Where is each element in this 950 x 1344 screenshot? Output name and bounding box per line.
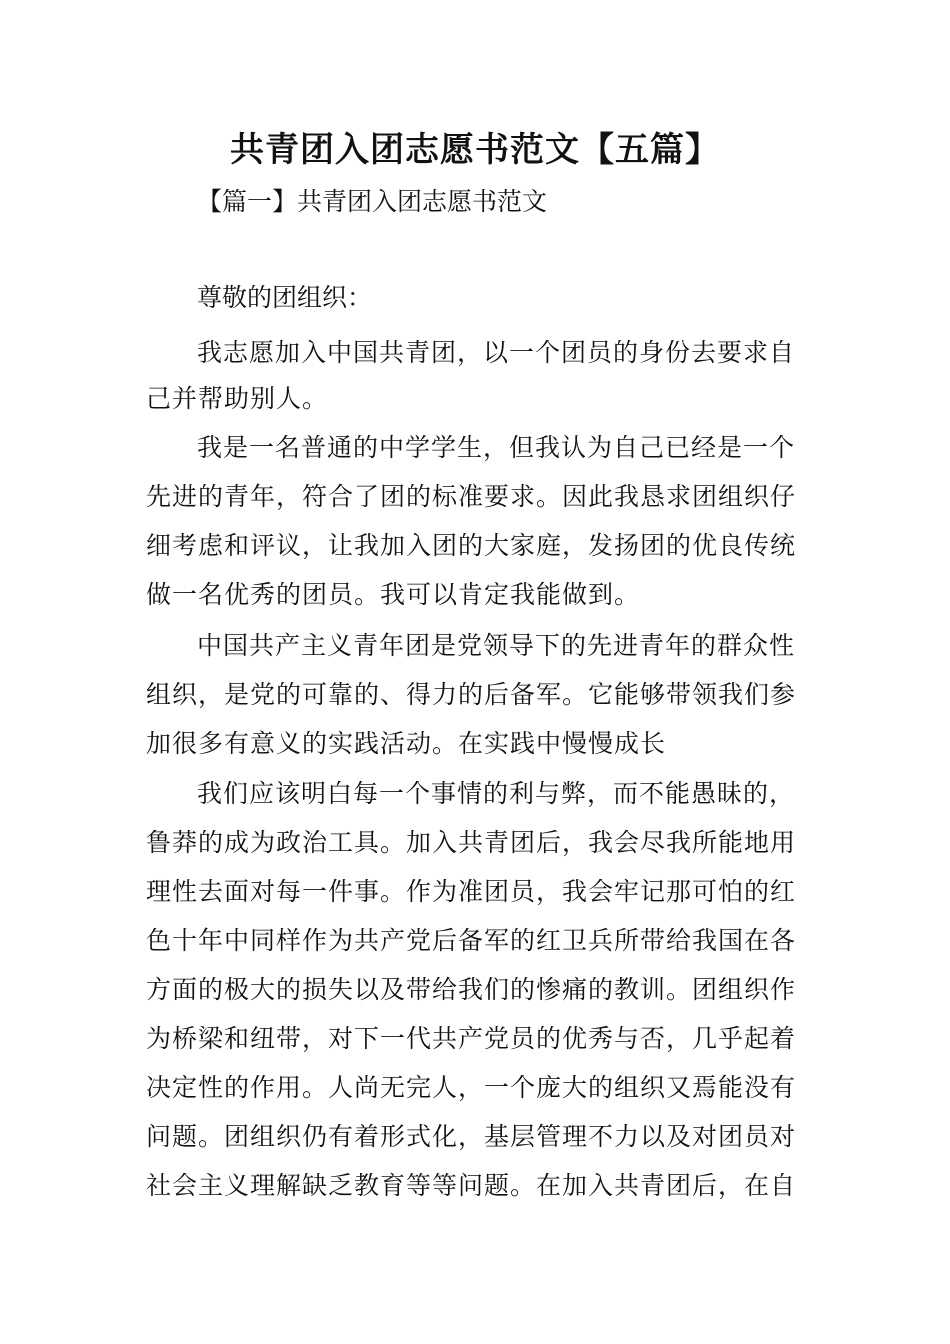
greeting-line: 尊敬的团组织：	[197, 283, 373, 312]
body-line: 决定性的作用。人尚无完人，一个庞大的组织又焉能没有	[146, 1073, 797, 1102]
body-line: 理性去面对每一件事。作为准团员，我会牢记那可怕的红	[146, 877, 797, 906]
body-line: 方面的极大的损失以及带给我们的惨痛的教训。团组织作	[146, 975, 797, 1004]
body-line: 我们应该明白每一个事情的利与弊，而不能愚昧的，	[197, 779, 796, 808]
body-line: 细考虑和评议，让我加入团的大家庭，发扬团的优良传统	[146, 531, 797, 560]
body-line: 我是一名普通的中学学生，但我认为自己已经是一个	[197, 433, 796, 462]
body-line: 色十年中同样作为共产党后备军的红卫兵所带给我国在各	[146, 926, 797, 955]
body-line: 做一名优秀的团员。我可以肯定我能做到。	[146, 580, 641, 609]
document-title: 共青团入团志愿书范文【五篇】	[230, 130, 720, 170]
body-line: 己并帮助别人。	[146, 384, 329, 413]
section-heading: 【篇一】共青团入团志愿书范文	[197, 187, 548, 216]
body-line: 鲁莽的成为政治工具。加入共青团后，我会尽我所能地用	[146, 828, 797, 857]
body-line: 我志愿加入中国共青团，以一个团员的身份去要求自	[197, 338, 796, 367]
body-line: 社会主义理解缺乏教育等等问题。在加入共青团后，在自	[146, 1171, 797, 1200]
body-line: 为桥梁和纽带，对下一代共产党员的优秀与否，几乎起着	[146, 1024, 797, 1053]
body-line: 加很多有意义的实践活动。在实践中慢慢成长	[146, 729, 667, 758]
body-line: 中国共产主义青年团是党领导下的先进青年的群众性	[197, 631, 796, 660]
body-line: 先进的青年，符合了团的标准要求。因此我恳求团组织仔	[146, 482, 797, 511]
body-line: 问题。团组织仍有着形式化，基层管理不力以及对团员对	[146, 1122, 797, 1151]
body-line: 组织，是党的可靠的、得力的后备军。它能够带领我们参	[146, 680, 797, 709]
